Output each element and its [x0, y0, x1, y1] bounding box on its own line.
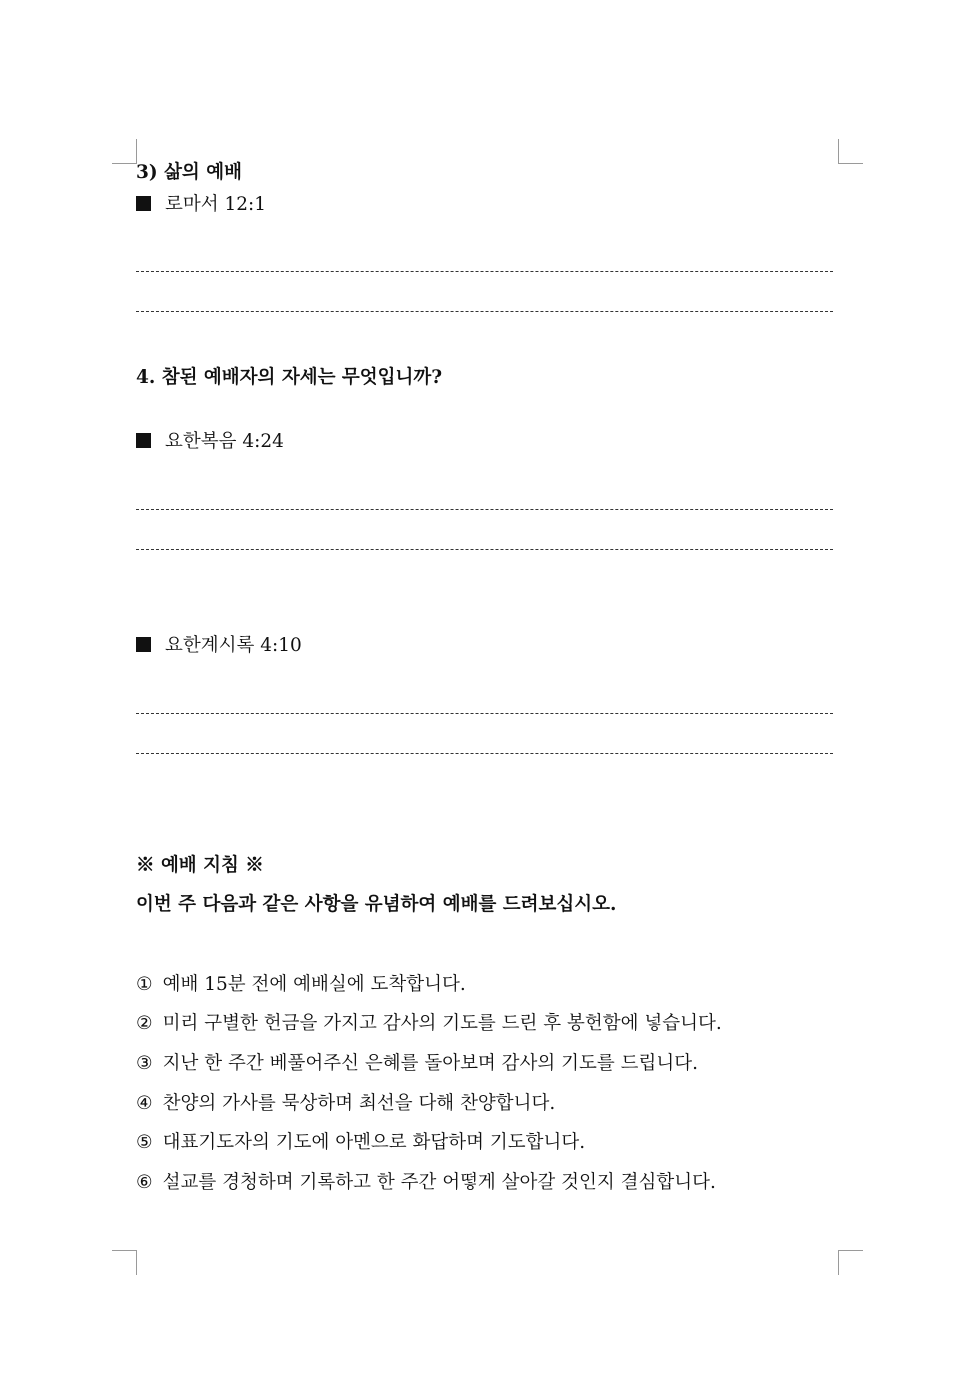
- answer-line: [136, 713, 833, 714]
- list-item: [136, 1092, 555, 1116]
- verse-romans: [136, 193, 266, 217]
- answer-line: [136, 509, 833, 510]
- crop-mark-top-right: [838, 139, 863, 164]
- list-item-number: ⑤: [136, 1132, 153, 1153]
- guidelines-intro: 이번 주 다음과 같은 사항을 유념하여 예배를 드려보십시오.: [136, 894, 617, 915]
- answer-line: [136, 549, 833, 550]
- list-item-text: 미리 구별한 헌금을 가지고 감사의 기도를 드린 후 봉헌함에 넣습니다.: [162, 1013, 722, 1034]
- verse-revelation: [136, 634, 302, 658]
- list-item: [136, 973, 466, 997]
- verse-romans-label: 로마서 12:1: [165, 194, 267, 215]
- verse-john: [136, 430, 284, 454]
- list-item-number: ③: [136, 1053, 153, 1074]
- list-item-number: ⑥: [136, 1172, 153, 1193]
- list-item-text: 예배 15분 전에 예배실에 도착합니다.: [162, 974, 466, 995]
- verse-revelation-label: 요한계시록 4:10: [165, 635, 302, 656]
- list-item: [136, 1052, 698, 1076]
- list-item-text: 찬양의 가사를 묵상하며 최선을 다해 찬양합니다.: [162, 1093, 556, 1114]
- list-item: [136, 1131, 585, 1155]
- list-item-number: ②: [136, 1013, 153, 1034]
- square-bullet-icon: [136, 433, 151, 448]
- section-3-heading: 3) 삶의 예배: [136, 162, 242, 183]
- square-bullet-icon: [136, 196, 151, 211]
- crop-mark-bottom-right: [838, 1250, 863, 1275]
- list-item-text: 지난 한 주간 베풀어주신 은혜를 돌아보며 감사의 기도를 드립니다.: [162, 1053, 699, 1074]
- square-bullet-icon: [136, 637, 151, 652]
- answer-line: [136, 271, 833, 272]
- answer-line: [136, 753, 833, 754]
- list-item-number: ④: [136, 1093, 153, 1114]
- list-item: [136, 1171, 716, 1195]
- answer-line: [136, 311, 833, 312]
- question-4-heading: 4. 참된 예배자의 자세는 무엇입니까?: [136, 367, 443, 388]
- list-item: [136, 1012, 722, 1036]
- guidelines-title: ※ 예배 지침 ※: [136, 855, 264, 876]
- verse-john-label: 요한복음 4:24: [165, 431, 284, 452]
- crop-mark-bottom-left: [112, 1250, 137, 1275]
- list-item-text: 설교를 경청하며 기록하고 한 주간 어떻게 살아갈 것인지 결심합니다.: [162, 1172, 716, 1193]
- list-item-text: 대표기도자의 기도에 아멘으로 화답하며 기도합니다.: [162, 1132, 586, 1153]
- list-item-number: ①: [136, 974, 153, 995]
- crop-mark-top-left: [112, 139, 137, 164]
